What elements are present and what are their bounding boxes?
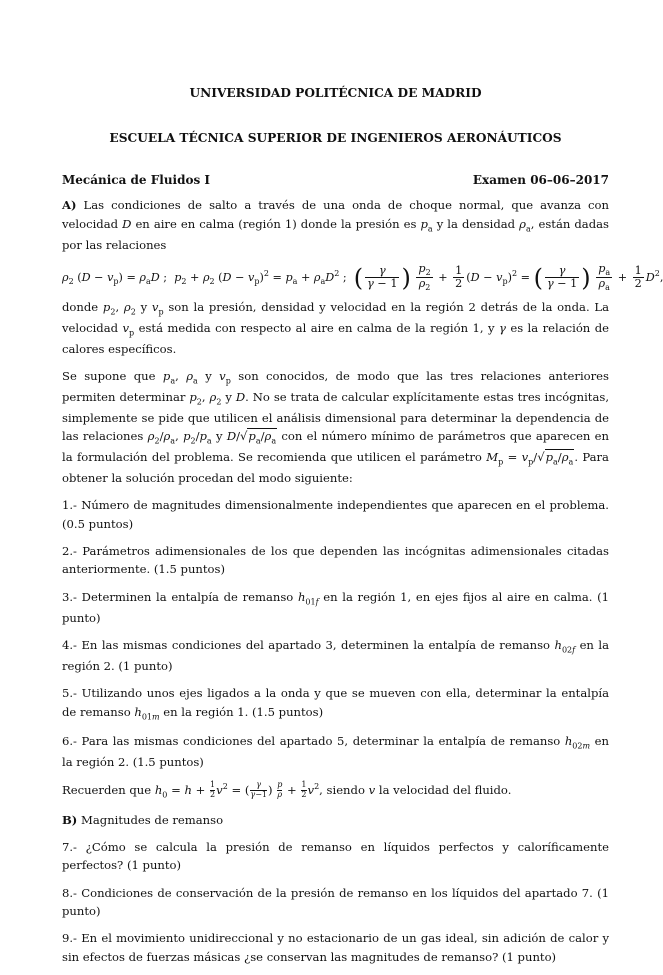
question-1: 1.- Número de magnitudes dimensionalmente independientes que aparecen en el problema. (0.5 puntos) (62, 498, 609, 531)
section-a-definitions: donde $p_2$, $\rho_2$ y $v_p$ son la presión, densidad y velocidad en la región 2 detrás de la onda. La velocidad $v_p$ está medida con respecto al aire en calma de la región 1, y γ es la relación de calores específicos. (62, 299, 610, 356)
exam-date: Examen 06–06–2017 (472, 172, 609, 187)
course-name: Mecánica de Fluidos I (62, 172, 211, 187)
question-8: 8.- Condiciones de conservación de la presión de remanso en los líquidos del apartado 7. (1 punto) (62, 885, 609, 918)
university-title: UNIVERSIDAD POLITÉCNICA DE MADRID (189, 86, 482, 100)
shock-relations-equation: $\rho_2$ $(D - v_p) = \rho_aD$ ; $p_2 + \rho_2$ $(D - v_p)^2 = p_a + \rho_aD^2$ ; ( $\frac{\gamma}{\gamma - 1}$ ) $\frac{p_2}{\rho_2}$ + $\frac{1}{2}$ $(D - v_p)^2$ = ( $\frac{\gamma}{\gamma - 1}$ ) $\frac{p_a}{\rho_a}$ + $\frac{1}{2}$ $D^2$ (62, 262, 660, 293)
question-7: 7.- ¿Cómo se calcula la presión de remanso en líquidos perfectos y caloríficamente perfectos? (1 punto) (62, 839, 609, 873)
section-b-label: B) (62, 812, 78, 827)
school-title: ESCUELA TÉCNICA SUPERIOR DE INGENIEROS AERONÁUTICOS (109, 131, 562, 146)
section-b-heading (62, 811, 609, 829)
section-a-statement: Se supone que $p_a$, $\rho_a$ y $v_p$ son conocidos, de modo que las tres relaciones anteriores permiten determinar $p_2$, $\rho_2$ y D. No se trata de calcular explícitamente estas tres incógnitas, simplemente se pide que utilicen el análisis dimensional para determinar la dependencia de las relaciones $\rho_2/\rho_a$, $p_2/p_a$ y $D/√p_a/\rho_a$ con el número mínimo de parámetros que aparecen en la formulación del problema. Se recomienda que utilicen el parámetro $M_p = v_p/√p_a/\rho_a$. Para obtener la solución procedan del modo siguiente: (62, 369, 610, 486)
question-6: 6.- Para las mismas condiciones del apartado 5, determinar la entalpía de remanso $h_{02m}$ en la región 2. (1.5 puntos) (62, 734, 609, 770)
question-9: 9.- En el movimiento unidireccional y no estacionario de un gas ideal, sin adición de calor y sin efectos de fuerzas másicas ¿se conservan las magnitudes de remanso? (1 punto) (62, 931, 609, 964)
section-b-title: Magnitudes de remanso (80, 812, 224, 827)
question-2: 2.- Parámetros adimensionales de los que dependen las incógnitas adimensionales citadas anteriormente. (1.5 puntos) (62, 544, 609, 577)
question-4: 4.- En las mismas condiciones del apartado 3, determinen la entalpía de remanso $h_{02f}$ en la región 2. (1 punto) (62, 637, 609, 673)
stagnation-enthalpy-reminder: Recuerden que $h_0 = h$ + $\frac{1}{2}$ $v^2$ = ( $\frac{\gamma}{\gamma-1}$ ) $\frac{p}{\rho}$ + $\frac{1}{2}$ $v^2$, siendo v la velocidad del fluido. (62, 780, 512, 800)
question-5: 5.- Utilizando unos ejes ligados a la onda y que se mueven con ella, determinar la entalpía de remanso $h_{01m}$ en la región 1. (1.5 puntos) (62, 686, 609, 721)
section-a-intro: A) Las condiciones de salto a través de una onda de choque normal, que avanza con velocidad D en aire en calma (región 1) donde la presión es $p_a$ y la densidad $\rho_a$, están dadas por las relaciones (62, 198, 609, 252)
question-3: 3.- Determinen la entalpía de remanso $h_{01f}$ en la región 1, en ejes fijos al aire en calma. (1 punto) (62, 589, 609, 625)
exam-header-row (62, 171, 609, 190)
section-a-label: A) (62, 198, 77, 213)
exam-page (62, 84, 660, 975)
